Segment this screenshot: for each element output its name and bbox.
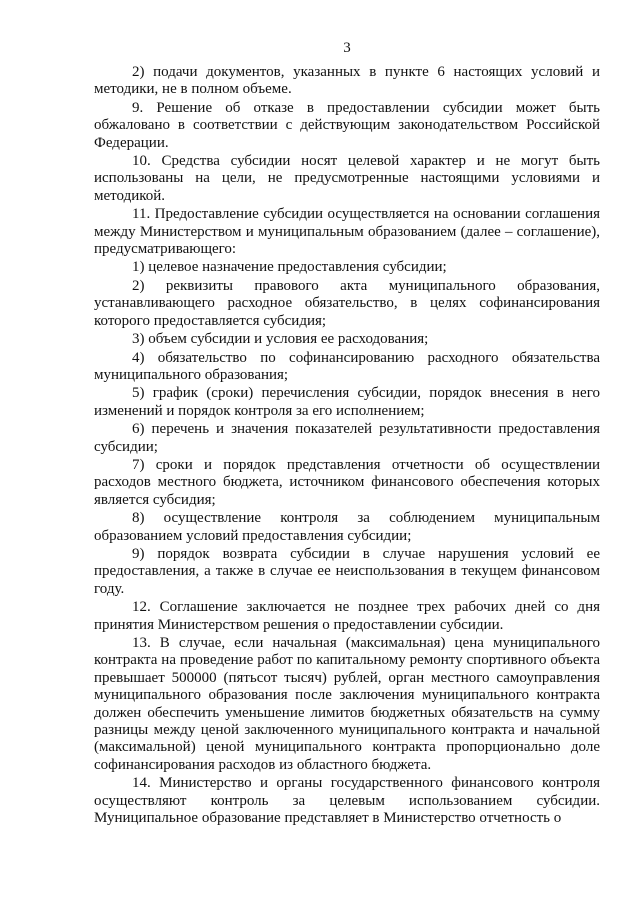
- paragraph-11-agreement: 11. Предоставление субсидии осуществляется на основании соглашения между Министерством и муниципальным образованием (далее – соглашение), предусматривающего:: [94, 206, 600, 258]
- page-number: 3: [343, 40, 351, 56]
- list-item-2: 2) реквизиты правового акта муниципального образования, устанавливающего расходное обязательство, в целях софинансирования которого предоставляется субсидия;: [94, 277, 600, 329]
- list-item-4: 4) обязательство по софинансированию расходного обязательства муниципального образования;: [94, 349, 600, 383]
- list-item-1: 1) целевое назначение предоставления субсидии;: [132, 259, 447, 276]
- paragraph-item-2-incomplete-docs: 2) подачи документов, указанных в пункте 6 настоящих условий и методики, не в полном объеме.: [94, 64, 600, 98]
- list-item-6: 6) перечень и значения показателей результативности предоставления субсидии;: [94, 421, 600, 455]
- document-page: [94, 38, 600, 828]
- paragraph-14-control: 14. Министерство и органы государственного финансового контроля осуществляют контроль за целевым использованием субсидии. Муниципальное образование представляет в Министерство отчетность о: [94, 775, 600, 827]
- list-item-7: 7) сроки и порядок представления отчетности об осуществлении расходов местного бюджета, источником финансового обеспечения которых является субсидия;: [94, 456, 600, 508]
- paragraph-12-agreement-deadline: 12. Соглашение заключается не позднее трех рабочих дней со дня принятия Министерством решения о предоставлении субсидии.: [94, 599, 600, 633]
- paragraph-10-targeted-use: 10. Средства субсидии носят целевой характер и не могут быть использованы на цели, не предусмотренные настоящими условиями и методикой.: [94, 153, 600, 204]
- list-item-5: 5) график (сроки) перечисления субсидии, порядок внесения в него изменений и порядок контроля за его исполнением;: [94, 385, 600, 419]
- paragraph-9-appeal: 9. Решение об отказе в предоставлении субсидии может быть обжаловано в соответствии с действующим законодательством Российской Федерации.: [94, 99, 600, 151]
- paragraph-13-contract-price: 13. В случае, если начальная (максимальная) цена муниципального контракта на проведение работ по капитальному ремонту спортивного объекта превышает 500000 (пятьсот тысяч) рублей, орган местного самоуправления муниципального образования после заключения муниципального контракта должен обеспечить уменьшение лимитов бюджетных обязательств на сумму разницы между ценой заключенного муниципального контракта и начальной (максимальной) ценой муниципального контракта пропорционально доле софинансирования расходов из областного бюджета.: [94, 635, 600, 773]
- list-item-8: 8) осуществление контроля за соблюдением муниципальным образованием условий предоставления субсидии;: [94, 510, 600, 544]
- list-item-3: 3) объем субсидии и условия ее расходования;: [132, 331, 429, 348]
- list-item-9: 9) порядок возврата субсидии в случае нарушения условий ее предоставления, а также в случае ее неиспользования в текущем финансовом году.: [94, 545, 600, 597]
